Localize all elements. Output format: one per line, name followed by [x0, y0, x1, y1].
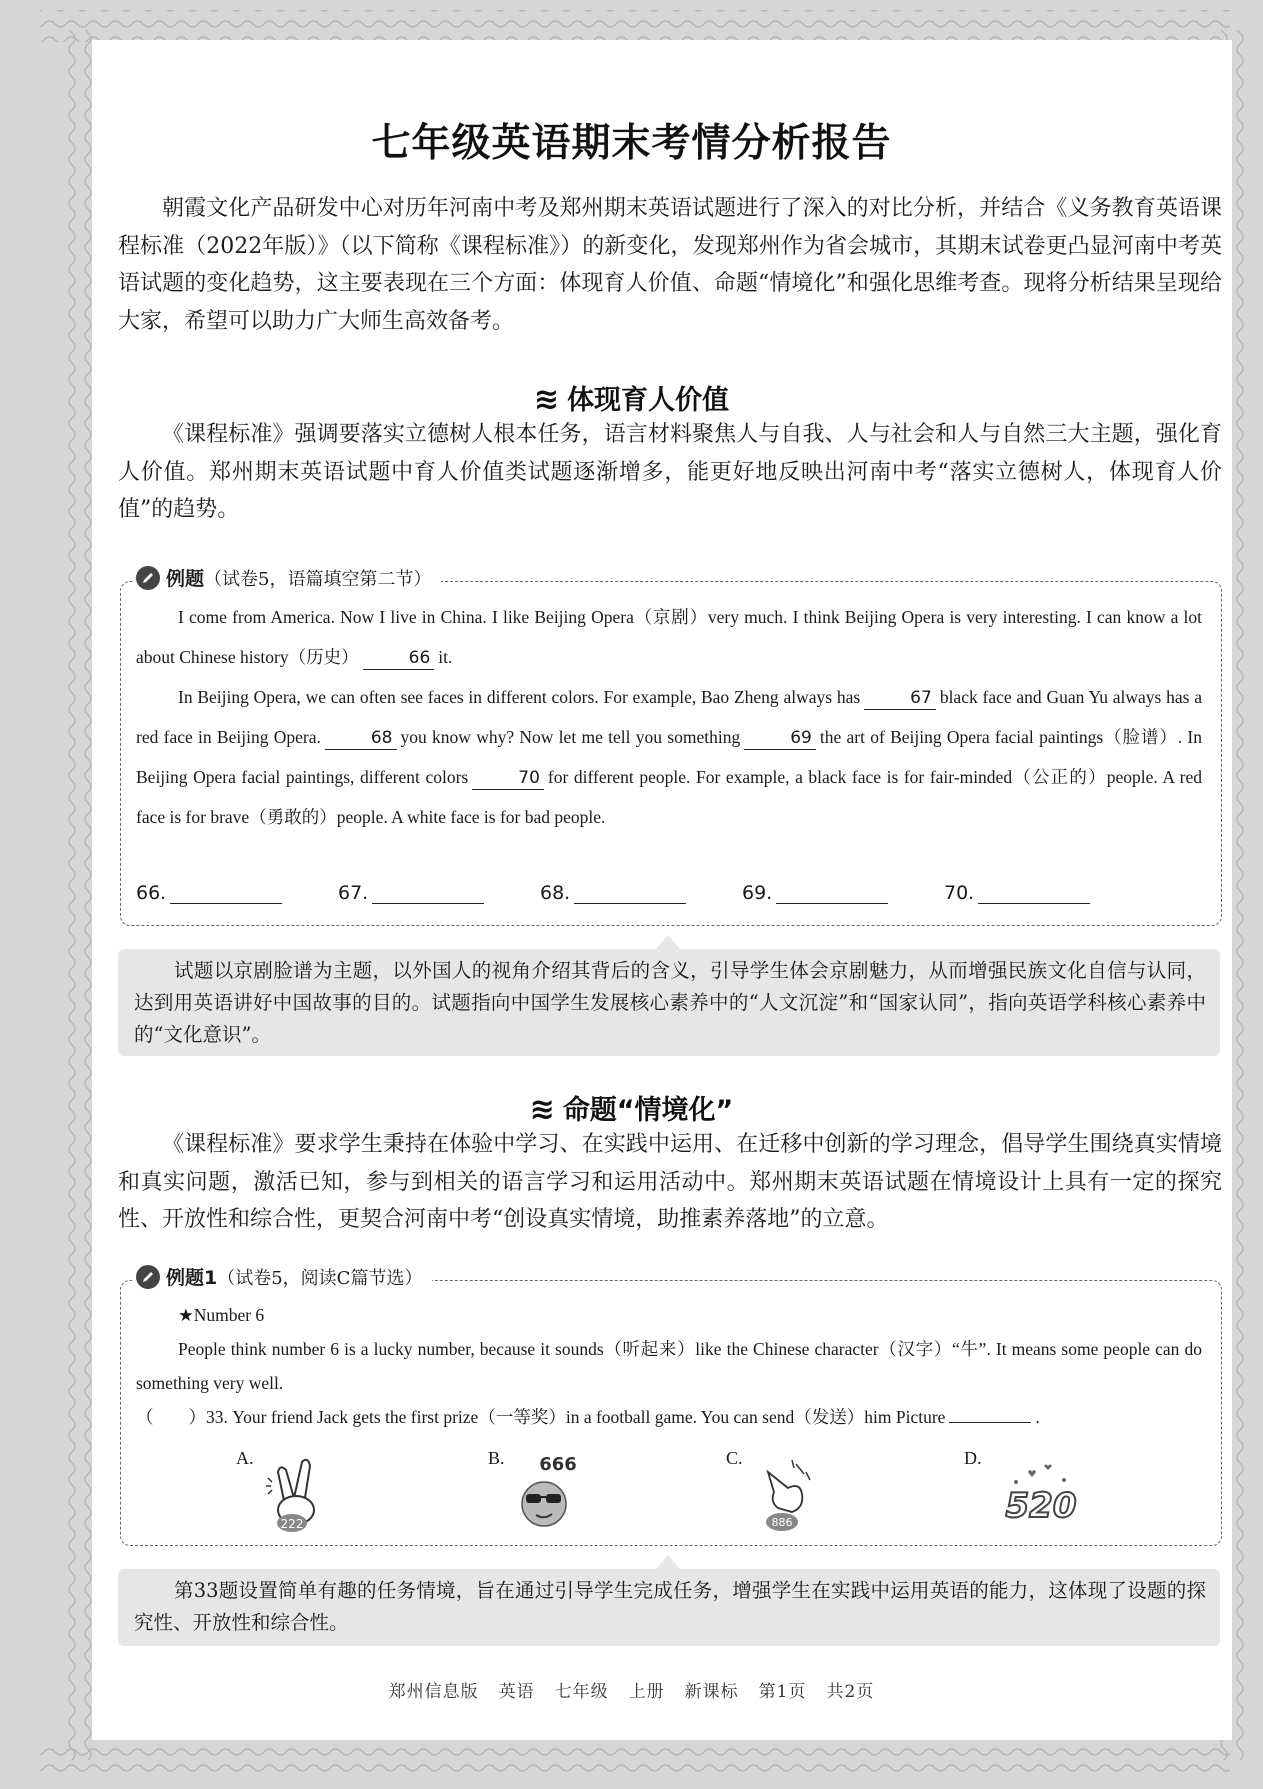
answer-paren[interactable]: （ ）	[136, 1407, 206, 1427]
passage-text: it.	[438, 647, 453, 667]
passage-text: for different people. For example, a black face is for fair-minded（公正的）people. A red face is for brave（勇敢的）people. A white face is for bad people.	[136, 767, 1202, 827]
blank-68: 68	[325, 727, 397, 750]
passage-text: you know why? Now let me tell you something	[400, 727, 741, 747]
footer-total: 共2页	[826, 1682, 875, 1702]
passage-paragraph-2	[136, 677, 1202, 837]
option-letter: B.	[488, 1448, 505, 1468]
section-heading-2-text: 命题“情境化”	[562, 1095, 734, 1126]
waving-hand-icon	[748, 1452, 838, 1537]
page-footer	[0, 1677, 1263, 1702]
intro-paragraph: 朝霞文化产品研发中心对历年河南中考及郑州期末英语试题进行了深入的对比分析，并结合《义务教育英语课程标准（2022年版）》（以下简称《课程标准》）的新变化，发现郑州作为省会城市，其期末试卷更凸显河南中考英语试题的变化趋势，这主要表现在三个方面：体现育人价值、命题“情境化”和强化思维考查。现将分析结果呈现给大家，希望可以助力广大师生高效备考。	[118, 196, 1222, 334]
comment-arrow	[656, 1555, 680, 1569]
answer-line[interactable]	[170, 885, 282, 904]
badge-text: 222	[280, 1517, 304, 1531]
pencil-icon	[136, 1265, 160, 1289]
passage-subhead: ★Number 6	[178, 1305, 265, 1325]
question-text: 33. Your friend Jack gets the first prize（一等奖）in a football game. You can send（发送）him Picture	[206, 1407, 946, 1427]
pencil-icon	[136, 566, 160, 590]
answer-item	[136, 882, 338, 904]
badge-text: 666	[539, 1454, 577, 1475]
footer-volume: 上册	[628, 1682, 665, 1702]
footer-subject: 英语	[498, 1682, 535, 1702]
answer-item	[540, 882, 742, 904]
section-heading-1	[0, 378, 1263, 417]
answer-item	[742, 882, 944, 904]
comment-box-2	[118, 1569, 1220, 1646]
example-source-1: （试卷5，语篇填空第二节）	[204, 568, 432, 590]
number-520-icon	[986, 1452, 1096, 1537]
option-b[interactable]	[488, 1448, 688, 1543]
passage-text: black face and Guan Yu always has a red face in Beijing Opera.	[136, 687, 1202, 747]
passage-text: the art of Beijing Opera facial paintings（脸谱）. In Beijing Opera facial paintings, different colors	[136, 727, 1202, 787]
example-source-2: （试卷5，阅读C篇节选）	[217, 1267, 423, 1289]
question-blank[interactable]	[949, 1422, 1031, 1423]
example-label-1-text: 例题	[166, 568, 205, 590]
blank-70: 70	[472, 767, 544, 790]
answer-number: 70.	[944, 882, 975, 904]
answer-number: 67.	[338, 882, 369, 904]
victory-hand-icon	[258, 1452, 348, 1537]
answer-number: 66.	[136, 882, 167, 904]
answer-line[interactable]	[574, 885, 686, 904]
wave-icon: ≋	[529, 1092, 555, 1127]
footer-page: 第1页	[758, 1682, 807, 1702]
comment-1-text: 试题以京剧脸谱为主题，以外国人的视角介绍其背后的含义，引导学生体会京剧魅力，从而增强民族文化自信与认同，达到用英语讲好中国故事的目的。试题指向中国学生发展核心素养中的“人文沉淀”和“国家认同”，指向英语学科核心素养中的“文化意识”。	[134, 959, 1206, 1046]
comment-arrow	[656, 935, 680, 949]
section-heading-2	[0, 1088, 1263, 1127]
picture-options	[236, 1448, 1196, 1543]
example-label-1	[132, 564, 441, 591]
answer-line[interactable]	[372, 885, 484, 904]
section-2-body: 《课程标准》要求学生秉持在体验中学习、在实践中运用、在迁移中创新的学习理念，倡导学生围绕真实情境和真实问题，激活已知，参与到相关的语言学习和运用活动中。郑州期末英语试题在情境设计上具有一定的探究性、开放性和综合性，更契合河南中考“创设真实情境，助推素养落地”的立意。	[118, 1132, 1222, 1232]
answer-item	[944, 882, 1146, 904]
option-letter: A.	[236, 1448, 254, 1468]
wave-icon: ≋	[533, 382, 560, 417]
answer-number: 69.	[742, 882, 773, 904]
option-c[interactable]	[726, 1448, 926, 1543]
footer-edition: 郑州信息版	[388, 1682, 479, 1702]
comment-2-text: 第33题设置简单有趣的任务情境，旨在通过引导学生完成任务，增强学生在实践中运用英语的能力，这体现了设题的探究性、开放性和综合性。	[134, 1579, 1206, 1634]
answer-item	[338, 882, 540, 904]
section-heading-1-text: 体现育人价值	[567, 385, 730, 416]
option-letter: D.	[964, 1448, 982, 1468]
passage-text: In Beijing Opera, we can often see faces in different colors. For example, Bao Zheng always has	[178, 687, 861, 707]
example-label-2	[132, 1263, 432, 1290]
blank-67: 67	[864, 687, 936, 710]
option-letter: C.	[726, 1448, 743, 1468]
badge-text: 886	[771, 1516, 793, 1529]
option-a[interactable]	[236, 1448, 436, 1543]
passage-text: People think number 6 is a lucky number, because it sounds（听起来）like the Chinese character（汉字）“牛”. It means some people can do something very well.	[136, 1339, 1202, 1393]
answer-row	[136, 882, 1202, 904]
passage-text: I come from America. Now I live in China. I like Beijing Opera（京剧）very much. I think Beijing Opera is very interesting. I can know a lot about Chinese history（历史）	[136, 607, 1202, 667]
footer-curriculum: 新课标	[684, 1682, 739, 1702]
answer-line[interactable]	[776, 885, 888, 904]
blank-66: 66	[363, 647, 435, 670]
cool-face-icon	[510, 1452, 600, 1537]
example-label-2-text: 例题1	[166, 1267, 218, 1289]
page-title: 七年级英语期末考情分析报告	[371, 121, 892, 166]
option-d[interactable]	[964, 1448, 1164, 1543]
badge-text: 520	[1005, 1486, 1077, 1526]
section-1-body: 《课程标准》强调要落实立德树人根本任务，语言材料聚焦人与自我、人与社会和人与自然三大主题，强化育人价值。郑州期末英语试题中育人价值类试题逐渐增多，能更好地反映出河南中考“落实立德树人，体现育人价值”的趋势。	[118, 422, 1222, 522]
passage-paragraph-1	[136, 597, 1202, 677]
blank-69: 69	[744, 727, 816, 750]
answer-number: 68.	[540, 882, 571, 904]
question-33	[136, 1400, 1202, 1434]
question-end: .	[1035, 1407, 1040, 1427]
comment-box-1	[118, 949, 1220, 1056]
reading-passage	[136, 1298, 1202, 1434]
cloze-passage	[136, 597, 1202, 837]
footer-grade: 七年级	[554, 1682, 609, 1702]
answer-line[interactable]	[978, 885, 1090, 904]
